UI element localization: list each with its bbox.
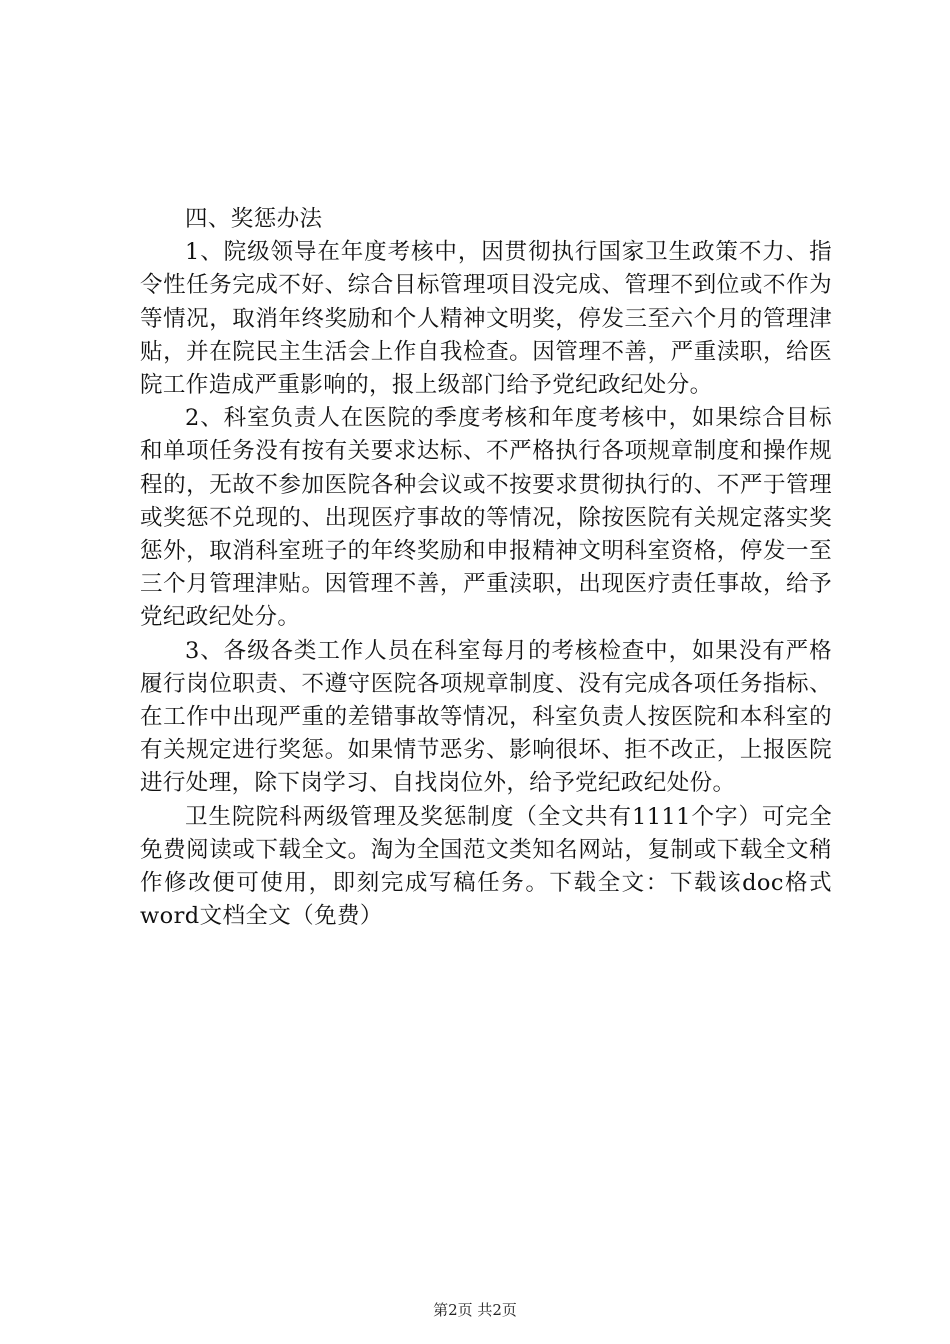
paragraph-department-head-penalties: 2、科室负责人在医院的季度考核和年度考核中，如果综合目标和单项任务没有按有关要求达标、不严格执行各项规章制度和操作规程的，无故不参加医院各种会议或不按要求贯彻执行的、不严于管理或奖惩不兑现的、出现医疗事故的等情况，除按医院有关规定落实奖惩外，取消科室班子的年终奖励和申报精神文明科室资格，停发一至三个月管理津贴。因管理不善，严重渎职，出现医疗责任事故，给予党纪政纪处分。 <box>140 405 832 631</box>
paragraph-leader-penalties: 1、院级领导在年度考核中，因贯彻执行国家卫生政策不力、指令性任务完成不好、综合目标管理项目没完成、管理不到位或不作为等情况，取消年终奖励和个人精神文明奖，停发三至六个月的管理津贴，并在院民主生活会上作自我检查。因管理不善，严重渎职，给医院工作造成严重影响的，报上级部门给予党纪政纪处分。 <box>140 239 832 399</box>
section-heading: 四、奖惩办法 <box>185 206 323 232</box>
paragraph-staff-penalties: 3、各级各类工作人员在科室每月的考核检查中，如果没有严格履行岗位职责、不遵守医院各项规章制度、没有完成各项任务指标、在工作中出现严重的差错事故等情况，科室负责人按医院和本科室的有关规定进行奖惩。如果情节恶劣、影响很坏、拒不改正，上报医院进行处理，除下岗学习、自找岗位外，给予党纪政纪处份。 <box>140 637 832 797</box>
page-number-footer: 第2页 共2页 <box>433 1301 517 1319</box>
paragraph-download-notice: 卫生院院科两级管理及奖惩制度（全文共有1111个字）可完全免费阅读或下载全文。淘为全国范文类知名网站，复制或下载全文稍作修改便可使用，即刻完成写稿任务。下载全文：下载该doc格式word文档全文（免费） <box>140 803 832 930</box>
document-body <box>140 203 832 933</box>
